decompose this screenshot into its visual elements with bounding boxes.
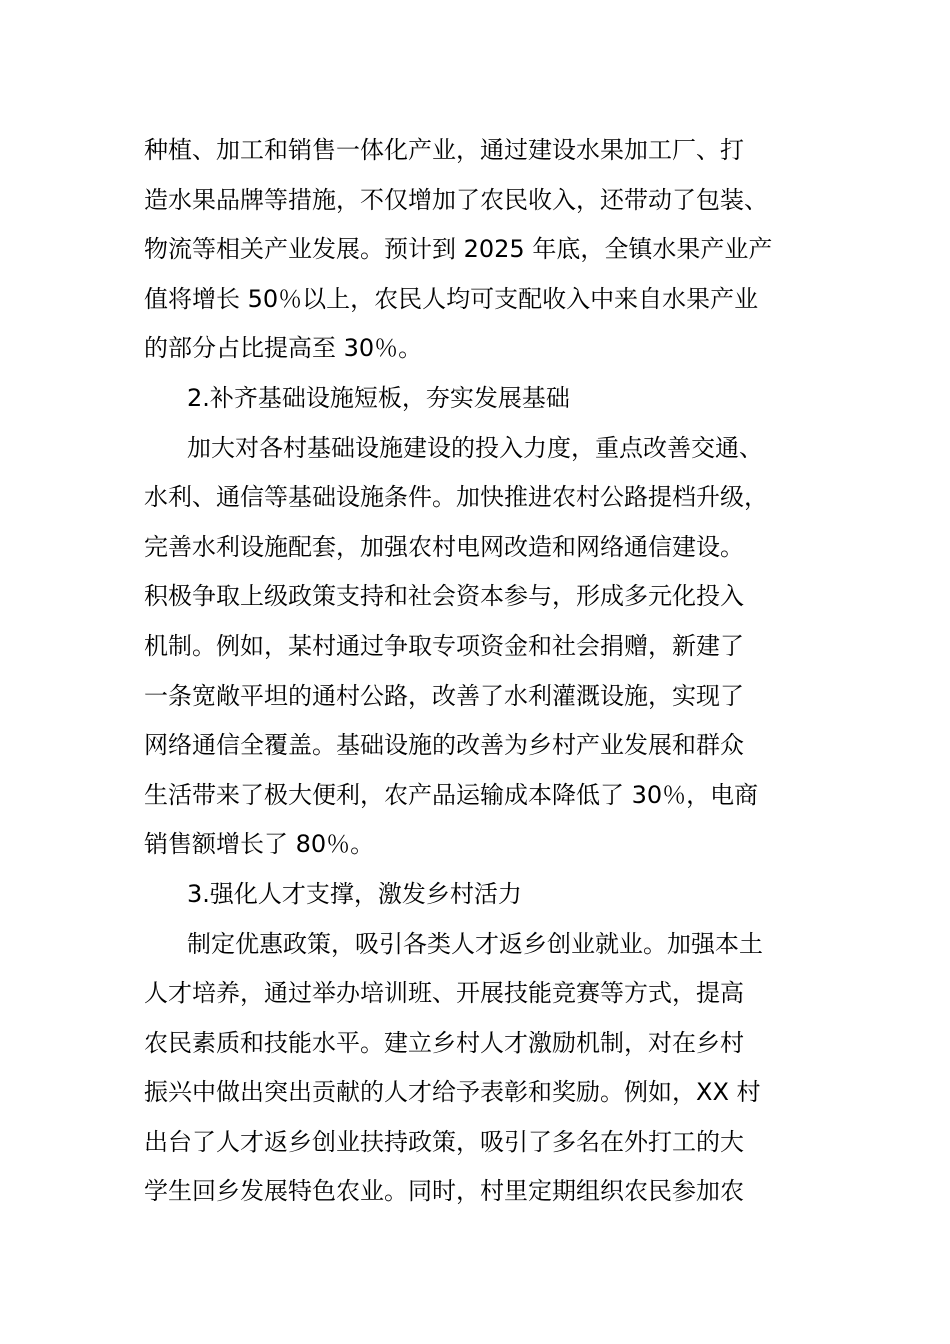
text-line: 学生回乡发展特色农业。同时，村里定期组织农民参加农 xyxy=(144,1177,744,1206)
text-line: 人才培养，通过举办培训班、开展技能竞赛等方式，提高 xyxy=(144,979,744,1008)
text-line: 销售额增长了 80％。 xyxy=(144,830,375,859)
text-line: 值将增长 50％以上，农民人均可支配收入中来自水果产业 xyxy=(144,284,759,313)
document-body xyxy=(144,126,806,1217)
paragraph-first-line: 制定优惠政策，吸引各类人才返乡创业就业。加强本土 xyxy=(187,929,763,958)
text-line: 一条宽敞平坦的通村公路，改善了水利灌溉设施，实现了 xyxy=(144,681,744,710)
text-line: 积极争取上级政策支持和社会资本参与，形成多元化投入 xyxy=(144,582,744,611)
text-line: 机制。例如，某村通过争取专项资金和社会捐赠，新建了 xyxy=(144,631,744,660)
text-line: 生活带来了极大便利，农产品运输成本降低了 30％，电商 xyxy=(144,780,759,809)
text-line: 网络通信全覆盖。基础设施的改善为乡村产业发展和群众 xyxy=(144,731,744,760)
paragraph-first-line: 加大对各村基础设施建设的投入力度，重点改善交通、 xyxy=(187,433,763,462)
text-line: 的部分占比提高至 30％。 xyxy=(144,334,423,363)
text-line: 完善水利设施配套，加强农村电网改造和网络通信建设。 xyxy=(144,532,744,561)
paragraph-first-line: 2.补齐基础设施短板，夯实发展基础 xyxy=(187,383,570,412)
paragraph-first-line: 3.强化人才支撑，激发乡村活力 xyxy=(187,879,522,908)
text-line: 出台了人才返乡创业扶持政策，吸引了多名在外打工的大 xyxy=(144,1127,744,1156)
text-line: 水利、通信等基础设施条件。加快推进农村公路提档升级， xyxy=(144,483,768,512)
text-line: 农民素质和技能水平。建立乡村人才激励机制，对在乡村 xyxy=(144,1028,744,1057)
text-line: 振兴中做出突出贡献的人才给予表彰和奖励。例如，XX 村 xyxy=(144,1078,761,1107)
text-line: 物流等相关产业发展。预计到 2025 年底，全镇水果产业产 xyxy=(144,235,773,264)
text-line: 种植、加工和销售一体化产业，通过建设水果加工厂、打 xyxy=(144,136,744,164)
text-line: 造水果品牌等措施，不仅增加了农民收入，还带动了包装、 xyxy=(144,185,768,214)
